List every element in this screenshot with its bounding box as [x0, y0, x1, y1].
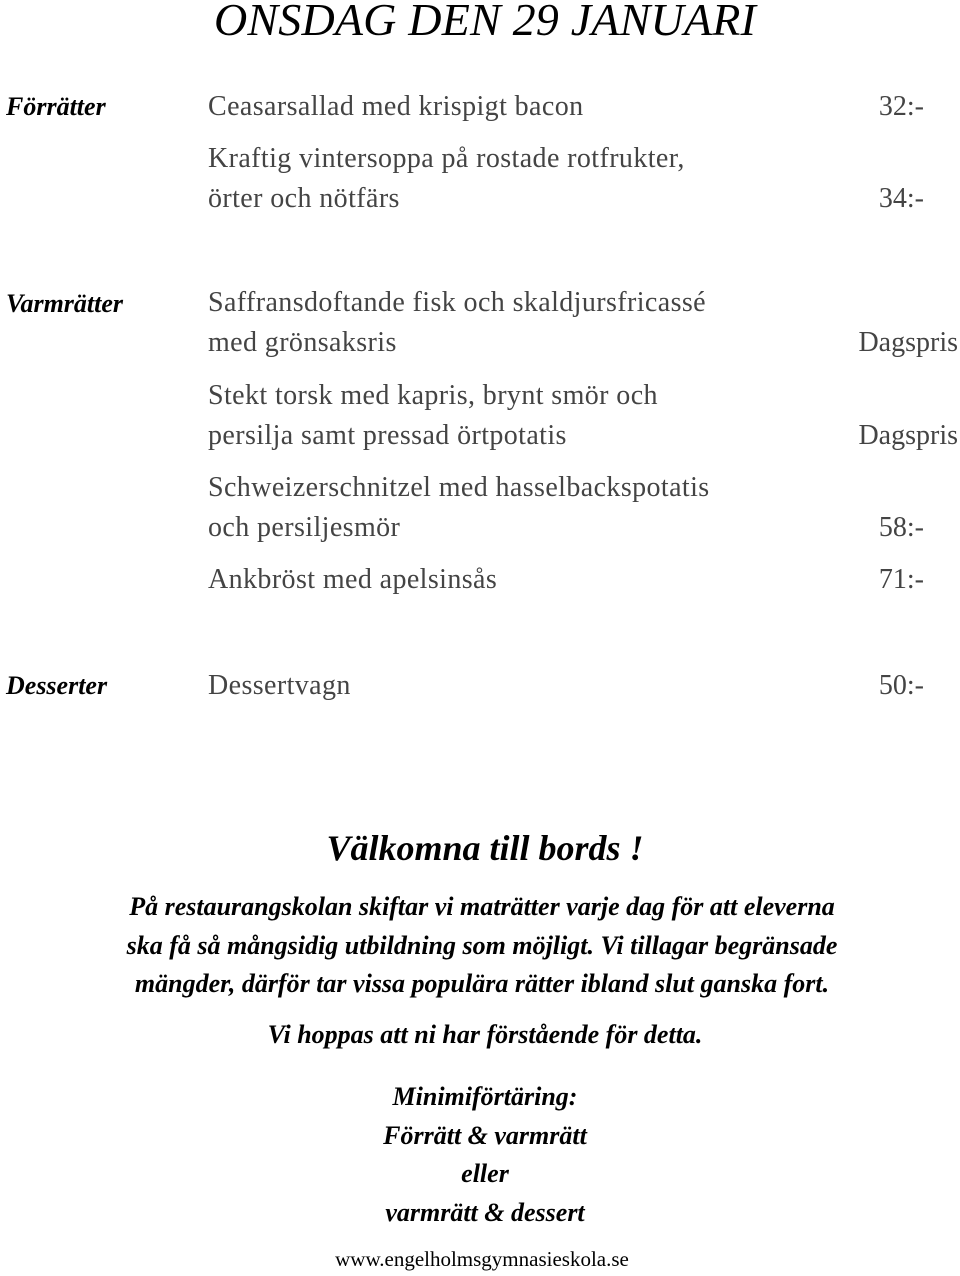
menu-item-price: 32:-: [878, 91, 924, 122]
category-forratter: Förrätter: [6, 92, 106, 121]
minimum-heading: Minimiförtäring:: [392, 1082, 578, 1111]
menu-item-vintersoppa: [208, 139, 685, 219]
minimum-option-2: varmrätt & dessert: [385, 1197, 585, 1227]
menu-item-price: Dagspris: [858, 327, 958, 358]
minimum-option-1: Förrätt & varmrätt: [383, 1120, 587, 1150]
menu-item-fiskfricasse: [208, 283, 706, 363]
minimum-or: eller: [461, 1159, 509, 1188]
menu-item-price: 34:-: [878, 183, 924, 214]
menu-item-line: Saffransdoftande fisk och skaldjursfricassé: [208, 287, 706, 318]
category-varmratter: Varmrätter: [6, 289, 124, 318]
menu-item-line: med grönsaksris: [208, 327, 397, 358]
menu-item-price: 50:-: [878, 670, 924, 701]
menu-item-line: Ankbröst med apelsinsås: [208, 564, 498, 595]
menu-item-price: 71:-: [878, 564, 924, 595]
menu-item-line: Stekt torsk med kapris, brynt smör och: [208, 380, 658, 411]
menu-item-line: örter och nötfärs: [208, 183, 400, 214]
menu-item-ceasarsallad: [208, 87, 584, 127]
notice-closing: Vi hoppas att ni har förstående för detta.: [267, 1020, 703, 1049]
menu-item-price: 58:-: [878, 512, 924, 543]
notice-line: ska få så mångsidig utbildning som möjligt. Vi tillagar begränsade: [126, 930, 838, 960]
menu-item-line: Dessertvagn: [208, 670, 351, 701]
menu-item-dessertvagn: [208, 666, 351, 706]
notice-line: På restaurangskolan skiftar vi maträtter varje dag för att eleverna: [129, 892, 835, 921]
minimum-order: [0, 1078, 960, 1232]
menu-item-line: Ceasarsallad med krispigt bacon: [208, 91, 584, 122]
page-title: ONSDAG DEN 29 JANUARI: [213, 0, 757, 45]
welcome-heading: Välkomna till bords !: [326, 828, 644, 868]
menu-item-schweizerschnitzel: [208, 468, 710, 548]
website-url: www.engelholmsgymnasieskola.se: [335, 1247, 629, 1271]
menu-item-line: Schweizerschnitzel med hasselbackspotatis: [208, 472, 710, 503]
notice-paragraph: [0, 888, 960, 1004]
menu-item-stekt-torsk: [208, 376, 658, 456]
menu-item-ankbrost: [208, 560, 497, 600]
menu-item-price: Dagspris: [858, 420, 958, 451]
notice-line: mängder, därför tar vissa populära rätter ibland slut ganska fort.: [134, 969, 830, 998]
category-desserter: Desserter: [6, 671, 108, 700]
menu-item-line: och persiljesmör: [208, 512, 401, 543]
menu-item-line: persilja samt pressad örtpotatis: [208, 420, 567, 451]
menu-item-line: Kraftig vintersoppa på rostade rotfrukter,: [208, 143, 685, 174]
